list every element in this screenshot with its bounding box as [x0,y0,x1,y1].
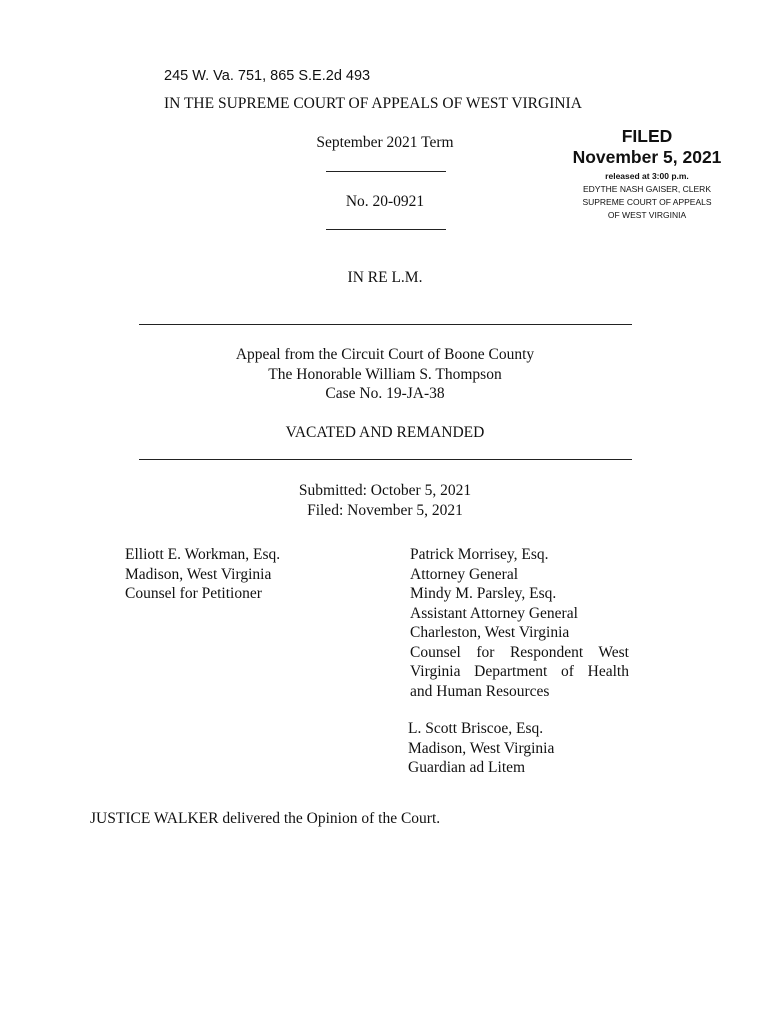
guardian-ad-litem [408,719,554,778]
respondent-counsel-line2: Attorney General [410,565,519,583]
guardian-name: L. Scott Briscoe, Esq. [408,720,544,737]
clerk-court-line1: SUPREME COURT OF APPEALS [582,197,712,207]
respondent-counsel-line6: Counsel for Respondent West [410,643,629,661]
respondent-counsel-line8: and Human Resources [410,682,550,700]
term-divider [326,171,446,172]
petitioner-counsel-name: Elliott E. Workman, Esq. [125,546,281,563]
docket-divider [326,229,446,230]
appeal-judge: The Honorable William S. Thompson [268,365,502,383]
respondent-counsel-line4: Assistant Attorney General [410,604,578,622]
dates [185,481,585,520]
petitioner-counsel-role: Counsel for Petitioner [125,585,262,602]
petitioner-counsel-location: Madison, West Virginia [125,565,272,583]
guardian-role: Guardian ad Litem [408,759,526,776]
guardian-location: Madison, West Virginia [408,739,555,757]
respondent-counsel-line5: Charleston, West Virginia [410,624,570,641]
section-divider-top [139,324,632,325]
released-time: released at 3:00 p.m. [605,171,689,181]
term: September 2021 Term [316,134,454,151]
filed-stamp [566,126,728,222]
appeal-court: Appeal from the Circuit Court of Boone County [235,346,535,363]
citation: 245 W. Va. 751, 865 S.E.2d 493 [164,68,371,84]
submitted-date: Submitted: October 5, 2021 [298,482,472,499]
counsel-petitioner [125,545,280,604]
counsel-respondent [410,545,629,701]
respondent-counsel-line7: Virginia Department of Health [410,663,629,680]
clerk-name: EDYTHE NASH GAISER, CLERK [582,184,711,194]
filed-date-line: Filed: November 5, 2021 [307,501,463,519]
docket-number: No. 20-0921 [345,193,425,210]
disposition: VACATED AND REMANDED [285,424,485,441]
filed-date: November 5, 2021 [572,147,722,167]
respondent-counsel-line1: Patrick Morrisey, Esq. [410,546,549,563]
case-title: IN RE L.M. [347,269,423,286]
appeal-info [185,345,585,404]
opinion-author-line: JUSTICE WALKER delivered the Opinion of the Court. [90,810,441,827]
filed-label: FILED [621,126,673,146]
court-name: IN THE SUPREME COURT OF APPEALS OF WEST VIRGINIA [164,95,582,112]
respondent-counsel-line3: Mindy M. Parsley, Esq. [410,585,557,602]
appeal-case-number: Case No. 19-JA-38 [325,385,445,402]
section-divider-bottom [139,459,632,460]
clerk-court-line2: OF WEST VIRGINIA [607,210,687,220]
